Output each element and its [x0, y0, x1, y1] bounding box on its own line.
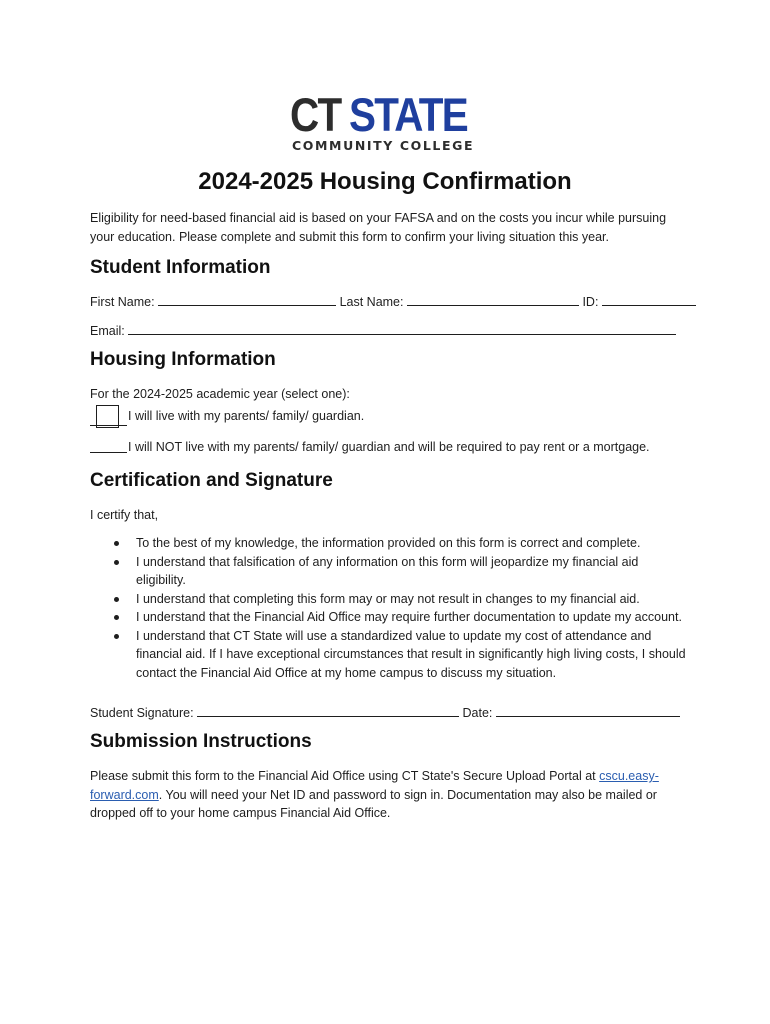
housing-prompt: For the 2024-2025 academic year (select one):	[90, 387, 350, 401]
ct-state-logo	[290, 88, 480, 155]
bullet-text: I understand that CT State will use a standardized value to update my cost of attendance and financial aid. If I have exceptional circumstances that result in significantly high living costs, I should contact the Financial Aid Office at my home campus to discuss my situation.	[136, 628, 686, 680]
signature-label: Student Signature:	[90, 706, 194, 720]
id-field[interactable]	[602, 293, 696, 306]
intro-paragraph: Eligibility for need-based financial aid is based on your FAFSA and on the costs you incur while pursuing your education. Please complete and submit this form to confirm your living situation this year.	[90, 211, 667, 244]
bullet-text: I understand that the Financial Aid Office may require further documentation to update my account.	[136, 610, 682, 624]
bullet-text: I understand that falsification of any information on this form will jeopardize my financial aid eligibility.	[136, 554, 639, 587]
email-label: Email:	[90, 324, 125, 338]
student-name-row	[90, 293, 696, 310]
date-label: Date:	[462, 706, 493, 720]
bullet-text: To the best of my knowledge, the information provided on this form is correct and complete.	[136, 536, 641, 550]
bullet-icon	[114, 597, 119, 602]
bullet-icon	[114, 560, 119, 565]
date-field[interactable]	[496, 704, 680, 717]
id-label: ID:	[582, 295, 599, 309]
submission-heading: Submission Instructions	[90, 731, 312, 752]
list-item	[90, 608, 690, 627]
submission-text-before: Please submit this form to the Financial Aid Office using CT State's Secure Upload Portal at	[90, 769, 600, 783]
student-info-heading: Student Information	[90, 257, 271, 278]
list-item	[90, 627, 690, 683]
signature-row	[90, 704, 680, 721]
upload-portal-link[interactable]: cscu.easy-forward.com	[90, 769, 659, 802]
certification-intro: I certify that,	[90, 508, 159, 522]
bullet-icon	[114, 615, 119, 620]
last-name-label: Last Name:	[339, 295, 404, 309]
checkbox-underline	[90, 425, 127, 426]
list-item	[90, 590, 690, 609]
not-with-family-label: I will NOT live with my parents/ family/ guardian and will be required to pay rent or a mortgage.	[128, 440, 650, 454]
last-name-field[interactable]	[407, 293, 579, 306]
logo-ct-text: CT	[290, 88, 341, 141]
housing-info-heading: Housing Information	[90, 349, 276, 370]
submission-paragraph	[90, 767, 690, 823]
bullet-icon	[114, 634, 119, 639]
first-name-field[interactable]	[158, 293, 336, 306]
checkbox-underline	[90, 452, 127, 453]
signature-field[interactable]	[197, 704, 459, 717]
list-item	[90, 534, 690, 553]
student-email-row	[90, 322, 676, 339]
bullet-text: I understand that completing this form may or may not result in changes to my financial aid.	[136, 591, 640, 606]
bullet-icon	[114, 541, 119, 546]
certification-heading: Certification and Signature	[90, 470, 333, 491]
with-family-label: I will live with my parents/ family/ guardian.	[128, 409, 365, 423]
submission-text-after: . You will need your Net ID and password to sign in. Documentation may also be mailed or dropped off to your home campus Financial Aid Office.	[90, 787, 657, 820]
logo-state-text: STATE	[349, 88, 467, 141]
logo-wordmark	[290, 88, 467, 141]
logo-subtitle: COMMUNITY COLLEGE	[292, 138, 475, 153]
certification-list	[90, 534, 690, 682]
page-title: 2024-2025 Housing Confirmation	[198, 168, 572, 195]
list-item	[90, 553, 690, 590]
email-field[interactable]	[128, 322, 676, 335]
first-name-label: First Name:	[90, 295, 155, 309]
